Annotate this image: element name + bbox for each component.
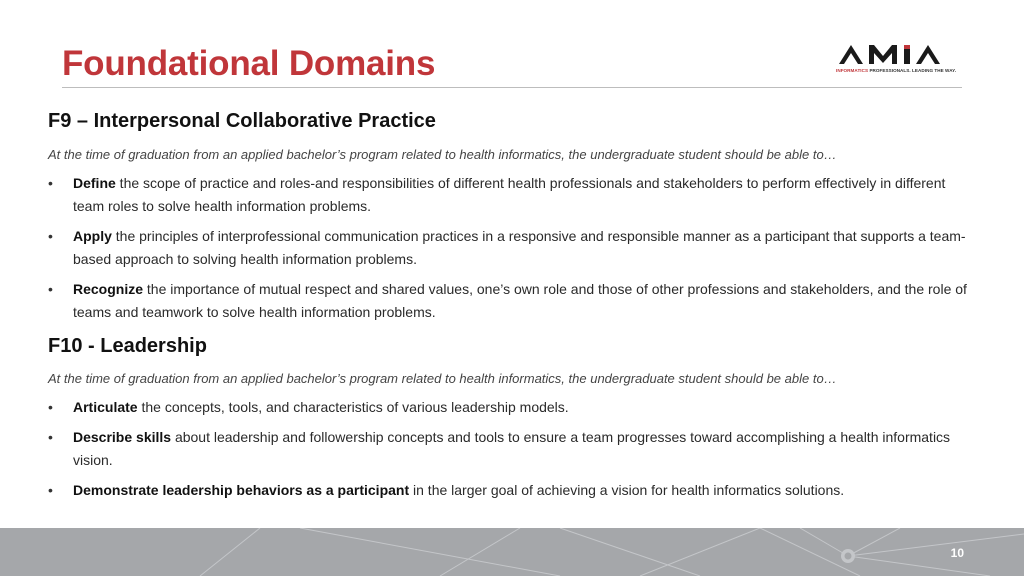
bullet-icon: • <box>48 281 53 297</box>
slide-footer <box>0 528 1024 576</box>
section-heading-f9: F9 – Interpersonal Collaborative Practice <box>48 110 436 132</box>
amia-wordmark-icon <box>836 42 966 66</box>
section-intro-f9: At the time of graduation from an applied bachelor’s program related to health informatics, the undergraduate student should be able to… <box>48 147 837 162</box>
network-lines-decoration-icon <box>0 528 1024 576</box>
bullet-icon: • <box>48 228 53 244</box>
title-divider <box>62 87 962 88</box>
section-heading-f10: F10 - Leadership <box>48 335 207 357</box>
bullet-list-f10 <box>48 396 978 502</box>
section-intro-f10: At the time of graduation from an applied bachelor’s program related to health informatics, the undergraduate student should be able to… <box>48 371 837 386</box>
list-item: • Apply the principles of interprofessional communication practices in a responsive and responsible manner as a participant that supports a team-based approach to solving health information problems. <box>48 225 978 271</box>
amia-logo <box>836 42 966 78</box>
bullet-list-f9 <box>48 172 978 324</box>
logo-tagline: INFORMATICS PROFESSIONALS. LEADING THE WAY. <box>836 68 957 73</box>
bullet-icon: • <box>48 429 53 445</box>
list-item: • Describe skills about leadership and followership concepts and tools to ensure a team progresses toward accomplishing a health informatics vision. <box>48 426 978 472</box>
slide-content <box>48 108 978 502</box>
list-item: • Recognize the importance of mutual respect and shared values, one’s own role and those of other professions and stakeholders, and the role of teams and teamwork to solve health information problems. <box>48 278 978 324</box>
list-item: • Articulate the concepts, tools, and characteristics of various leadership models. <box>48 396 978 419</box>
bullet-icon: • <box>48 399 53 415</box>
list-item: • Demonstrate leadership behaviors as a participant in the larger goal of achieving a vision for health informatics solutions. <box>48 479 978 502</box>
bullet-icon: • <box>48 482 53 498</box>
bullet-icon: • <box>48 175 53 191</box>
list-item: • Define the scope of practice and roles-and responsibilities of different health professionals and stakeholders to perform effectively in different team roles to solve health information problems. <box>48 172 978 218</box>
slide-title: Foundational Domains <box>62 44 436 83</box>
page-number: 10 <box>950 546 964 560</box>
